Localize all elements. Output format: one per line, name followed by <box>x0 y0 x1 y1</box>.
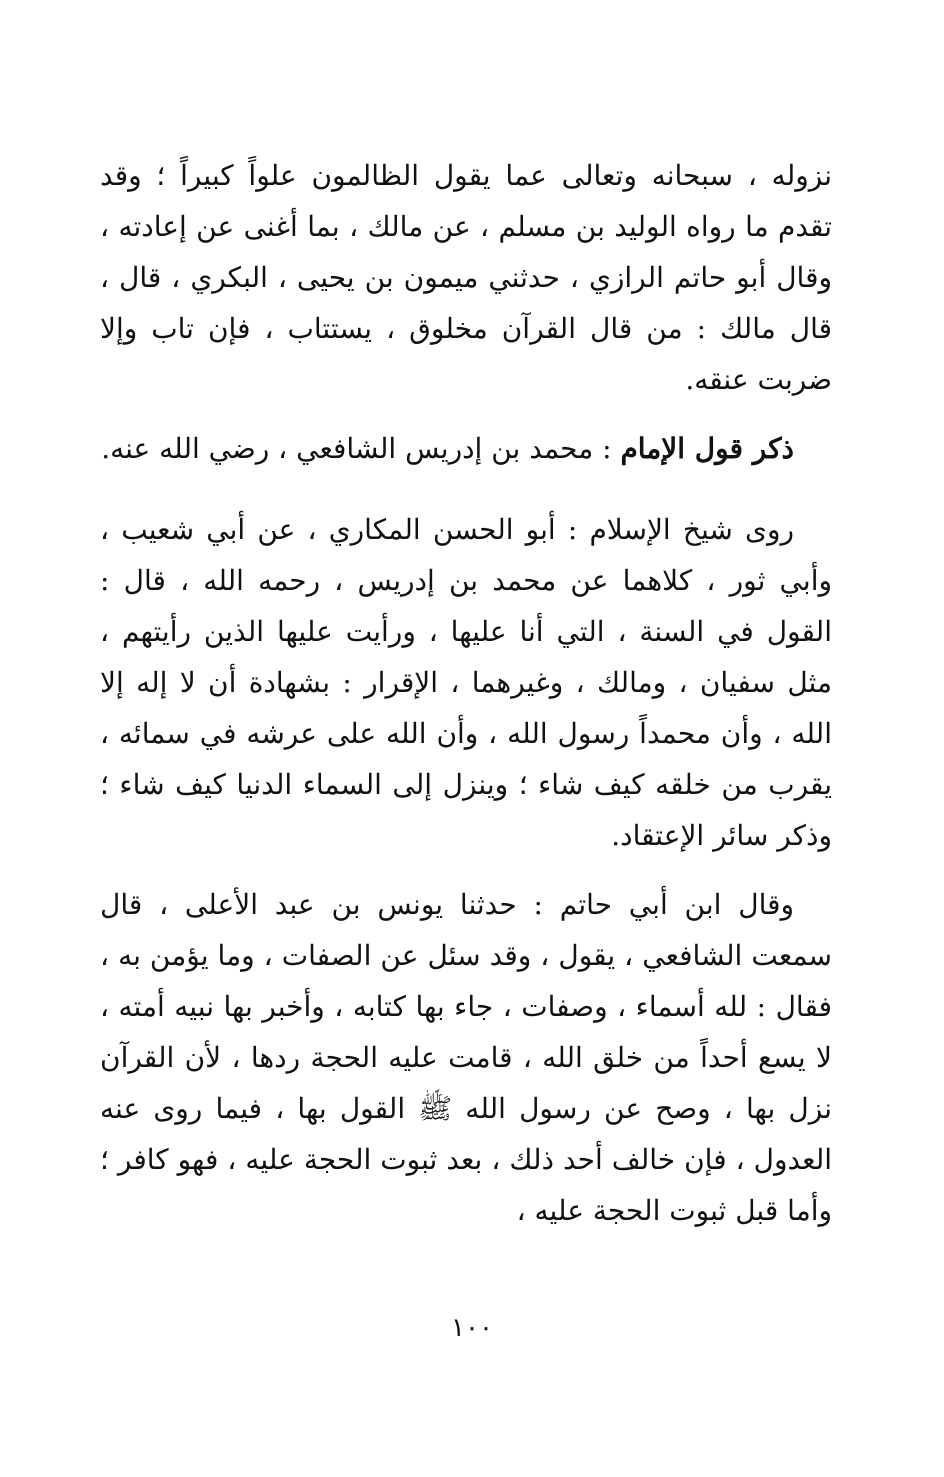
page-number: ١٠٠ <box>451 1313 493 1343</box>
section-heading <box>100 423 832 474</box>
body-text <box>100 150 832 1236</box>
heading-rest: : محمد بن إدريس الشافعي ، رضي الله عنه. <box>101 432 621 465</box>
heading-bold-part: ذكر قول الإمام <box>620 432 794 465</box>
paragraph-1: نزوله ، سبحانه وتعالى عما يقول الظالمون علواً كبيراً ؛ وقد تقدم ما رواه الوليد بن مسلم ، عن مالك ، بما أغنى عن إعادته ، وقال أبو حاتم الرازي ، حدثني ميمون بن يحيى ، البكري ، قال ، قال مالك : من قال القرآن مخلوق ، يستتاب ، فإن تاب وإلا ضربت عنقه. <box>100 159 832 396</box>
paragraph-2: روى شيخ الإسلام : أبو الحسن المكاري ، عن أبي شعيب ، وأبي ثور ، كلاهما عن محمد بن إدريس ، رحمه الله ، قال : القول في السنة ، التي أنا عليها ، ورأيت عليها الذين رأيتهم ، مثل سفيان ، ومالك ، وغيرهما ، الإقرار : بشهادة أن لا إله إلا الله ، وأن محمداً رسول الله ، وأن الله على عرشه في سمائه ، يقرب من خلقه كيف شاء ؛ وينزل إلى السماء الدنيا كيف شاء ؛ وذكر سائر الإعتقاد. <box>100 513 832 852</box>
paragraph-3: وقال ابن أبي حاتم : حدثنا يونس بن عبد الأعلى ، قال سمعت الشافعي ، يقول ، وقد سئل عن الصفات ، وما يؤمن به ، فقال : لله أسماء ، وصفات ، جاء بها كتابه ، وأخبر بها نبيه أمته ، لا يسع أحداً من خلق الله ، قامت عليه الحجة ردها ، لأن القرآن نزل بها ، وصح عن رسول الله ﷺ القول بها ، فيما روى عنه العدول ، فإن خالف أحد ذلك ، بعد ثبوت الحجة عليه ، فهو كافر ؛ وأما قبل ثبوت الحجة عليه ، <box>100 888 832 1227</box>
